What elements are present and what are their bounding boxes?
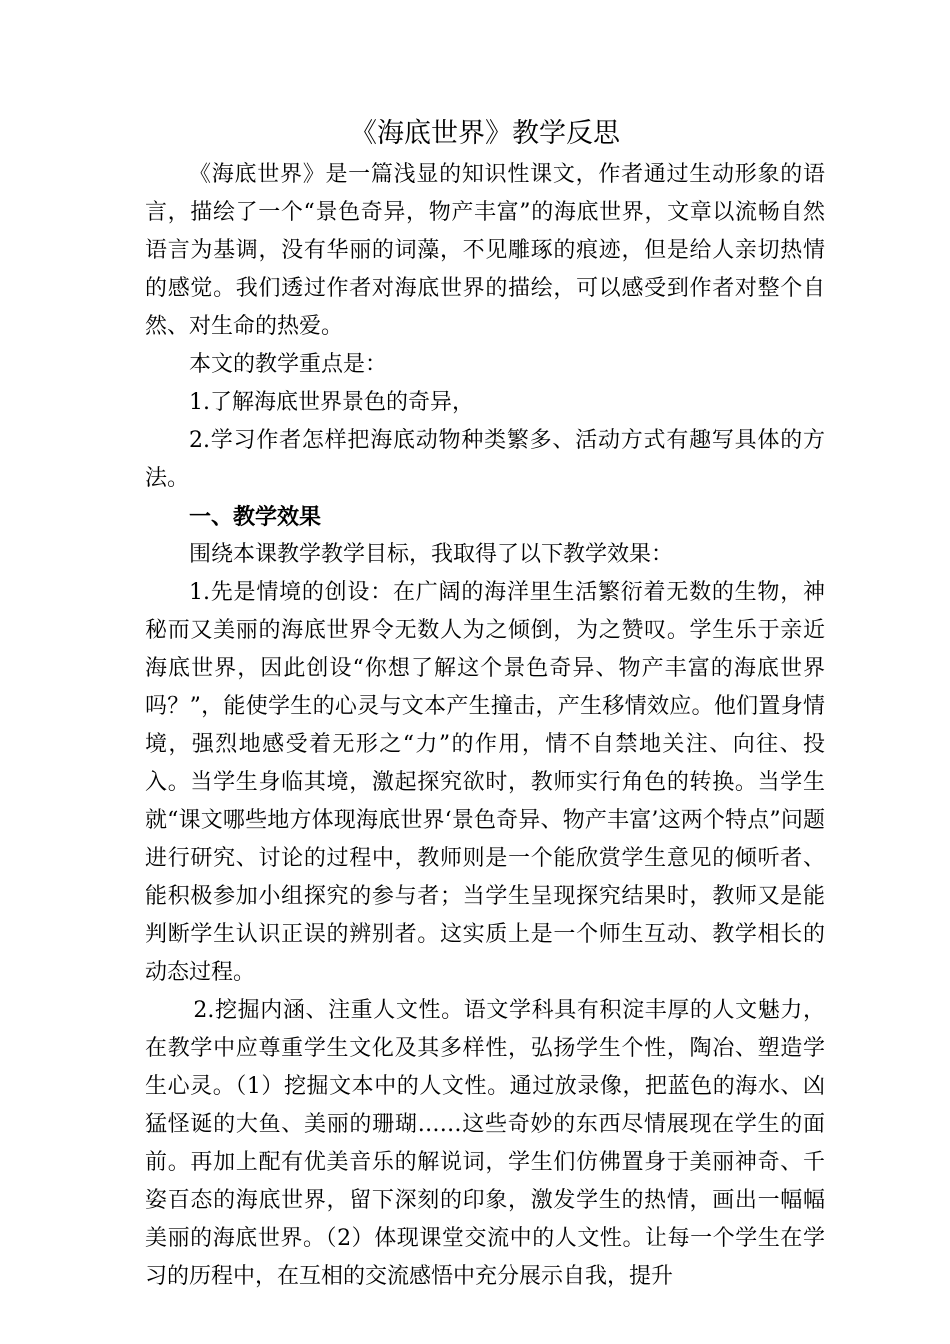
key-points-label: 本文的教学重点是： [189,352,388,377]
page-title: 《海底世界》教学反思 [350,118,620,149]
key-point-2: 2.学习作者怎样把海底动物种类繁多、活动方式有趣写具体的方法。 [145,428,825,491]
effect-point-2: 2.挖掘内涵、注重人文性。语文学科具有积淀丰厚的人文魅力，在教学中应尊重学生文化及其多样性，弘扬学生个性，陶冶、塑造学生心灵。（1）挖掘文本中的人文性。通过放录像，把蓝色的海水、凶猛怪诞的大鱼、美丽的珊瑚……这些奇妙的东西尽情展现在学生的面前。再加上配有优美音乐的解说词，学生们仿佛置身于美丽神奇、千姿百态的海底世界，留下深刻的印象，激发学生的热情，画出一幅幅美丽的海底世界。（2）体现课堂交流中的人文性。让每一个学生在学习的历程中，在互相的交流感悟中充分展示自我，提升 [145,998,825,1289]
intro-paragraph: 《海底世界》是一篇浅显的知识性课文，作者通过生动形象的语言，描绘了一个“景色奇异，物产丰富”的海底世界，文章以流畅自然语言为基调，没有华丽的词藻，不见雕琢的痕迹，但是给人亲切热情的感觉。我们透过作者对海底世界的描绘，可以感受到作者对整个自然、对生命的热爱。 [145,162,825,339]
section-heading: 一、教学效果 [189,504,322,530]
document-body [145,112,825,1296]
section-intro: 围绕本课教学教学目标，我取得了以下教学效果： [189,542,674,567]
effect-point-1: 1.先是情境的创设：在广阔的海洋里生活繁衍着无数的生物，神秘而又美丽的海底世界令无数人为之倾倒，为之赞叹。学生乐于亲近海底世界，因此创设“你想了解这个景色奇异、物产丰富的海底世界吗？”，能使学生的心灵与文本产生撞击，产生移情效应。他们置身情境，强烈地感受着无形之“力”的作用，情不自禁地关注、向往、投入。当学生身临其境，激起探究欲时，教师实行角色的转换。当学生就“课文哪些地方体现海底世界‘景色奇异、物产丰富’这两个特点”问题进行研究、讨论的过程中，教师则是一个能欣赏学生意见的倾听者、能积极参加小组探究的参与者；当学生呈现探究结果时，教师又是能判断学生认识正误的辨别者。这实质上是一个师生互动、教学相长的动态过程。 [145,580,825,985]
key-point-1: 1.了解海底世界景色的奇异， [189,390,474,415]
